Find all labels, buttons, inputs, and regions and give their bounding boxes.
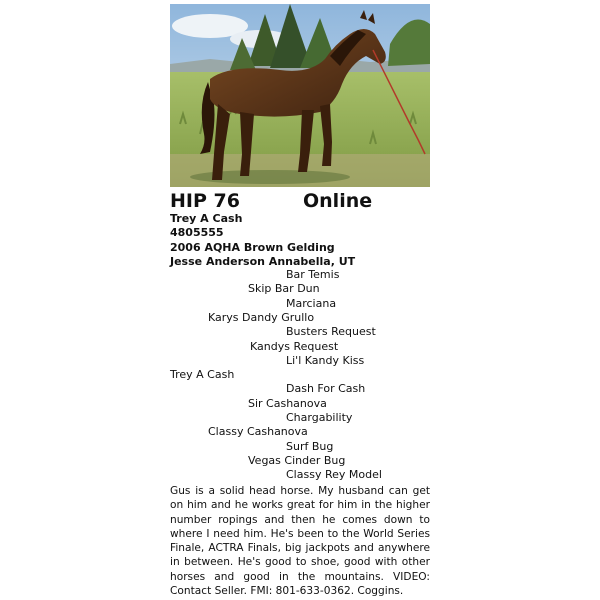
horse-photo xyxy=(170,4,430,187)
horse-name: Trey A Cash xyxy=(170,212,243,225)
pedigree-dam-dam-dam: Classy Rey Model xyxy=(286,468,382,482)
hip-number: HIP 76 xyxy=(170,190,240,212)
sale-status: Online xyxy=(303,190,373,212)
pedigree xyxy=(170,268,430,484)
lot-header xyxy=(170,190,430,214)
pedigree-sire-dam-dam: Li'l Kandy Kiss xyxy=(286,353,365,367)
horse-remarks: Gus is a solid head horse. My husband can get on him and he works great for him in the higher number ropings and then he comes down to where I need him. He's been to the World Series Finale, ACTRA Finals, big jackpots and anywhere in between. He's good to shoe, good with other horses and good in the mountains. VIDEO: Contact Seller. FMI: 801-633-0362. Coggins. xyxy=(170,485,430,598)
pedigree-sire: Karys Dandy Grullo xyxy=(208,310,315,324)
pedigree-sire-sire-dam: Marciana xyxy=(286,296,337,310)
pedigree-dam: Classy Cashanova xyxy=(208,425,308,439)
pedigree-dam-sire-sire: Dash For Cash xyxy=(286,382,366,396)
pedigree-dam-dam-sire: Surf Bug xyxy=(286,439,334,453)
pedigree-horse: Trey A Cash xyxy=(170,368,235,382)
horse-description: 2006 AQHA Brown Gelding xyxy=(170,240,335,254)
pedigree-dam-sire: Sir Cashanova xyxy=(248,396,327,410)
pedigree-sire-dam: Kandys Request xyxy=(250,339,339,353)
registration-number: 4805555 xyxy=(170,226,224,240)
pedigree-sire-sire: Skip Bar Dun xyxy=(248,282,320,296)
pedigree-dam-dam: Vegas Cinder Bug xyxy=(248,453,346,467)
pedigree-dam-sire-dam: Chargability xyxy=(286,411,353,424)
consignor: Jesse Anderson Annabella, UT xyxy=(170,254,356,268)
pedigree-sire-sire-sire: Bar Temis xyxy=(286,268,340,281)
pedigree-sire-dam-sire: Busters Request xyxy=(286,325,376,339)
horse-info xyxy=(170,212,430,269)
